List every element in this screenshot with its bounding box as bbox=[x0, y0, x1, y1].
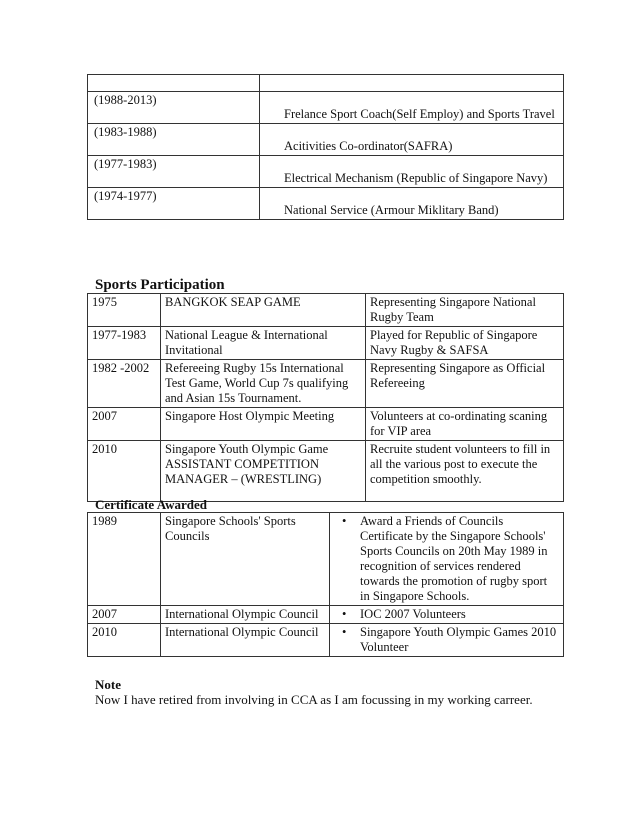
employment-role-cell bbox=[260, 156, 564, 188]
list-item bbox=[342, 514, 559, 604]
table-row bbox=[88, 624, 564, 657]
employment-role: Acitivities Co-ordinator(SAFRA) bbox=[284, 139, 453, 153]
table-row bbox=[88, 294, 564, 327]
cert-body: Singapore Schools' Sports Councils bbox=[161, 513, 330, 606]
table-row bbox=[88, 606, 564, 624]
sports-event: Singapore Host Olympic Meeting bbox=[161, 408, 366, 441]
table-cell bbox=[88, 75, 260, 92]
employment-role-cell bbox=[260, 188, 564, 220]
section-title-certificates: Certificate Awarded bbox=[95, 497, 208, 512]
cert-award: Award a Friends of Councils Certificate by the Singapore Schools' Sports Councils on 20th May 1989 in recognition of services rendered towards the promotion of rugby sport in Singapore Schools. bbox=[360, 514, 548, 603]
note-text: Now I have retired from involving in CCA as I am focussing in my working carreer. bbox=[95, 692, 533, 707]
employment-role: Electrical Mechanism (Republic of Singapore Navy) bbox=[284, 171, 548, 185]
cert-body: International Olympic Council bbox=[161, 624, 330, 657]
table-row bbox=[88, 441, 564, 502]
sports-year: 1975 bbox=[88, 294, 161, 327]
table-row bbox=[88, 360, 564, 408]
bullet-icon: • bbox=[342, 625, 347, 639]
cert-body: International Olympic Council bbox=[161, 606, 330, 624]
note-title: Note bbox=[95, 677, 121, 692]
sports-role: Volunteers at co-ordinating scaning for VIP area bbox=[366, 408, 564, 441]
table-row bbox=[88, 124, 564, 156]
table-row bbox=[88, 188, 564, 220]
sports-event: National League & International Invitational bbox=[161, 327, 366, 360]
cert-year: 1989 bbox=[88, 513, 161, 606]
table-row bbox=[88, 156, 564, 188]
table-row bbox=[88, 75, 564, 92]
sports-year: 1977-1983 bbox=[88, 327, 161, 360]
bullet-icon: • bbox=[342, 607, 347, 621]
cert-award-cell bbox=[330, 624, 564, 657]
cert-year: 2007 bbox=[88, 606, 161, 624]
sports-year: 1982 -2002 bbox=[88, 360, 161, 408]
employment-period: (1977-1983) bbox=[88, 156, 260, 188]
sports-event: Refereeing Rugby 15s International Test Game, World Cup 7s qualifying and Asian 15s Tournament. bbox=[161, 360, 366, 408]
section-title-sports: Sports Participation bbox=[95, 277, 225, 293]
employment-period: (1974-1977) bbox=[88, 188, 260, 220]
table-row bbox=[88, 408, 564, 441]
sports-event: Singapore Youth Olympic Game ASSISTANT COMPETITION MANAGER – (WRESTLING) bbox=[161, 441, 366, 502]
table-row bbox=[88, 327, 564, 360]
sports-role: Recruite student volunteers to fill in all the various post to execute the competition smoothly. bbox=[366, 441, 564, 502]
employment-role-cell bbox=[260, 92, 564, 124]
employment-role-cell bbox=[260, 124, 564, 156]
table-row bbox=[88, 513, 564, 606]
sports-year: 2010 bbox=[88, 441, 161, 502]
sports-role: Representing Singapore as Official Refereeing bbox=[366, 360, 564, 408]
list-item bbox=[342, 625, 559, 655]
employment-role: National Service (Armour Miklitary Band) bbox=[284, 203, 499, 217]
cert-award: IOC 2007 Volunteers bbox=[360, 607, 466, 621]
cert-award-cell bbox=[330, 606, 564, 624]
employment-role: Frelance Sport Coach(Self Employ) and Sports Travel bbox=[284, 107, 555, 121]
sports-table bbox=[87, 293, 564, 502]
employment-period: (1983-1988) bbox=[88, 124, 260, 156]
sports-event: BANGKOK SEAP GAME bbox=[161, 294, 366, 327]
sports-role: Played for Republic of Singapore Navy Rugby & SAFSA bbox=[366, 327, 564, 360]
cert-award: Singapore Youth Olympic Games 2010 Volunteer bbox=[360, 625, 557, 654]
table-cell bbox=[260, 75, 564, 92]
list-item bbox=[342, 607, 559, 622]
table-row bbox=[88, 92, 564, 124]
cert-award-cell bbox=[330, 513, 564, 606]
employment-table bbox=[87, 74, 564, 220]
certificates-table bbox=[87, 512, 564, 657]
bullet-icon: • bbox=[342, 514, 347, 528]
sports-year: 2007 bbox=[88, 408, 161, 441]
employment-period: (1988-2013) bbox=[88, 92, 260, 124]
sports-role: Representing Singapore National Rugby Team bbox=[366, 294, 564, 327]
cert-year: 2010 bbox=[88, 624, 161, 657]
